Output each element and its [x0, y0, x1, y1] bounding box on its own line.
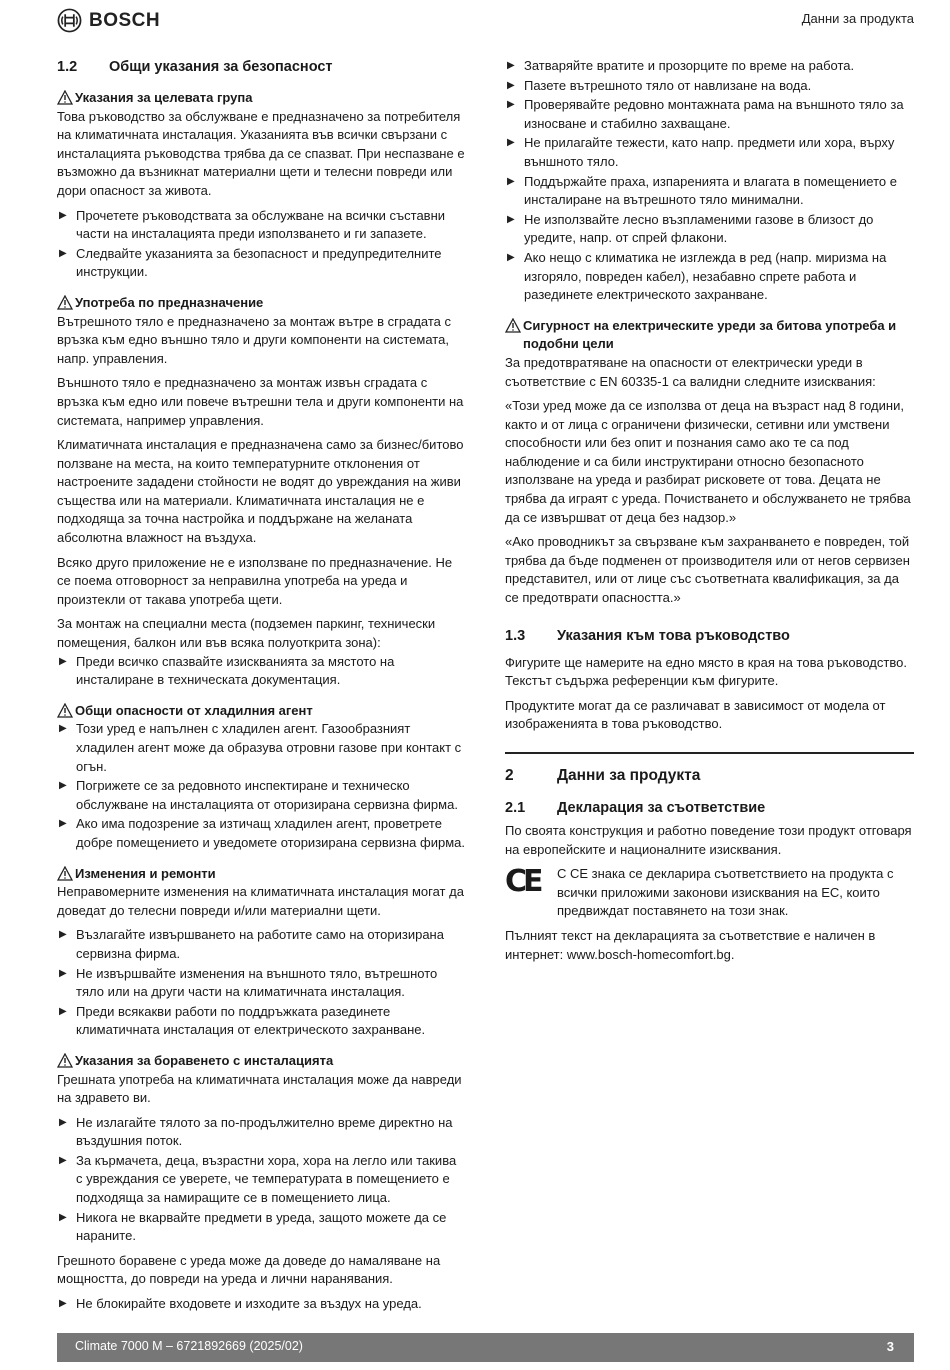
warning-triangle-icon: [57, 1053, 73, 1068]
bullet-list: [57, 653, 465, 690]
warning-title: Сигурност на електрическите уреди за битова употреба и подобни цели: [523, 317, 897, 352]
bullet-list: [57, 926, 465, 1040]
list-item: ▶ Преди всичко спазвайте изискванията за мястото на инсталиране в техническата документация.: [57, 653, 465, 690]
list-item: ▶ Не блокирайте входовете и изходите за въздух на уреда.: [57, 1295, 465, 1314]
list-item: ▶ Не прилагайте тежести, като напр. предмети или хора, върху външното тяло.: [505, 134, 914, 171]
section-title: Данни за продукта: [557, 767, 701, 784]
document-reference: Climate 7000 M – 6721892669 (2025/02): [75, 1339, 303, 1353]
list-item: ▶ Следвайте указанията за безопасност и предупредителните инструкции.: [57, 245, 465, 282]
warning-heading-intended-use: [57, 294, 465, 313]
warning-title: Указания за целевата група: [75, 90, 253, 105]
list-item: ▶ За кърмачета, деца, възрастни хора, хора на легло или такива с увреждания се уверете, че температурата в помещението е подходяща за намиращите се в помещението лица.: [57, 1152, 465, 1208]
warning-heading-changes: [57, 865, 465, 884]
list-item: ▶ Ако има подозрение за изтичащ хладилен агент, проветрете добре помещението и уведомете оторизирана сервизна фирма.: [57, 815, 465, 852]
bullet-list: [57, 1295, 465, 1314]
section-divider: [505, 752, 914, 754]
list-item: ▶ Проверявайте редовно монтажната рама на външното тяло за износване и стабилно захващане.: [505, 96, 914, 133]
page-header: [57, 8, 914, 36]
section-number: 1.2: [57, 59, 78, 75]
list-item: ▶ Затваряйте вратите и прозорците по време на работа.: [505, 57, 914, 76]
paragraph: Грешната употреба на климатичната инсталация може да навреди на здравето ви.: [57, 1071, 462, 1106]
warning-triangle-icon: [57, 295, 73, 310]
bullet-list: [57, 720, 465, 852]
warning-heading-refrigerant: [57, 702, 465, 721]
chapter-heading-2: [505, 766, 914, 786]
section-heading-1-3: [505, 626, 914, 646]
warning-title: Изменения и ремонти: [75, 865, 216, 881]
warning-triangle-icon: [57, 866, 73, 881]
paragraph: «Ако проводникът за свързване към захранването е повреден, той трябва да бъде подменен от производителя или от негов сервизен представител, или от лице със съответната квалификация, за да се предотврати опасността.»: [505, 534, 910, 606]
section-title: Общи указания за безопасност: [109, 59, 333, 75]
section-title: Указания към това ръководство: [557, 627, 790, 644]
section-number: 2: [505, 767, 514, 784]
right-column: [505, 57, 914, 970]
warning-triangle-icon: [57, 703, 73, 718]
paragraph: Климатичната инсталация е предназначена само за бизнес/битово ползване на места, на които температурните отклонения от настроените зададени стойности не водят до увреждания на живи същества или на материали. Климатичната инсталация не е подходяща за точна настройка и поддържане на желаната абсолютна влажност на въздуха.: [57, 437, 464, 546]
page-footer: [57, 1333, 914, 1362]
list-item: ▶ Никога не вкарвайте предмети в уреда, защото можете да се нараните.: [57, 1209, 465, 1246]
warning-triangle-icon: [505, 318, 521, 333]
paragraph: Всяко друго приложение не е използване по предназначение. Не се поема отговорност за неправилна употреба на уреда и произтекли от такава употреба щети.: [57, 554, 453, 607]
list-item: ▶ Пазете вътрешното тяло от навлизане на вода.: [505, 77, 914, 96]
warning-heading-target-group: [57, 89, 465, 108]
paragraph: За монтаж на специални места (подземен паркинг, технически помещения, балкон или във всяка полуоткрита зона):: [57, 616, 436, 651]
paragraph: Вътрешното тяло е предназначено за монтаж вътре в сградата с връзка към едно външно тяло и други компоненти на системата, напр. управления.: [57, 313, 452, 366]
page-number: 3: [886, 1339, 894, 1354]
paragraph: Фигурите ще намерите на едно място в края на това ръководство. Текстът съдържа референции към фигурите.: [505, 654, 907, 689]
warning-title: Указания за боравенето с инсталацията: [75, 1052, 334, 1068]
paragraph: Неправомерните изменения на климатичната инсталация могат да доведат до телесни повреди и/или материални щети.: [57, 884, 464, 918]
warning-title: Общи опасности от хладилния агент: [75, 702, 313, 718]
ce-text: С CE знака се декларира съответствието на продукта с всички приложими законови изисквания на ЕС, които предвиждат поставянето на този знак.: [557, 866, 894, 919]
list-item: ▶ Ако нещо с климатика не изглежда в ред (напр. миризма на изгоряло, повреден кабел), незабавно спрете работа и разединете електрическото захранване.: [505, 249, 914, 305]
list-item: ▶ Не излагайте тялото за по-продължително време директно на въздушния поток.: [57, 1114, 465, 1151]
running-header-title: Данни за продукта: [801, 11, 914, 26]
paragraph: Продуктите могат да се различават в зависимост от модела от изображенията в това ръководство.: [505, 697, 886, 732]
ce-mark-icon: CE: [505, 864, 540, 900]
left-column: [57, 57, 465, 1320]
paragraph: За предотвратяване на опасности от електрически уреди в съответствие с EN 60335-1 са валидни следните изисквания:: [505, 354, 876, 389]
bosch-logo: [57, 8, 160, 33]
paragraph: Грешното боравене с уреда може да доведе до намаляване на мощността, до повреди на уреда и лични наранявания.: [57, 1252, 441, 1287]
warning-heading-electrical: [505, 317, 914, 354]
section-number: 1.3: [505, 627, 526, 644]
section-title: Декларация за съответствие: [557, 800, 766, 816]
section-number: 2.1: [505, 800, 526, 816]
bosch-armature-icon: [57, 8, 82, 33]
list-item: ▶ Преди всякакви работи по поддръжката разединете климатичната инсталация от електрическото захранване.: [57, 1003, 465, 1040]
warning-heading-handling: [57, 1052, 465, 1071]
list-item: ▶ Не извършвайте изменения на външното тяло, вътрешното тяло или на други части на климатичната инсталация.: [57, 965, 465, 1002]
paragraph: По своята конструкция и работно поведение този продукт отговаря на европейските и националните изисквания.: [505, 823, 912, 857]
paragraph: «Този уред може да се използва от деца на възраст над 8 години, както и от лица с ограничени физически, сетивни или умствени способности или без опит и познания само ако те са под наблюдение и са били инструктирани относно безопасното използване на уреда и разбират рисковете от това. Децата не трябва да играят с уреда. Почистването и обслужването не трябва да се извършват от деца без надзор.»: [505, 398, 911, 525]
section-heading-1-2: [57, 57, 465, 77]
ce-declaration: [505, 865, 914, 921]
bullet-list: [57, 1114, 465, 1246]
list-item: ▶ Прочетете ръководствата за обслужване на всички съставни части на инсталацията преди използването и ги запазете.: [57, 207, 465, 244]
section-heading-2-1: [505, 798, 914, 818]
paragraph: Това ръководство за обслужване е предназначено за потребителя на климатичната инсталация. Указанията във всички свързани с инсталацията ръководства трябва да се спазват. При неспазване е възможно да възникнат материални щети и телесни повреди или дори опасност за живота.: [57, 108, 465, 198]
paragraph: Пълният текст на декларацията за съответствие е наличен в интернет: www.bosch-homecomfort.bg.: [505, 927, 876, 962]
list-item: ▶ Този уред е напълнен с хладилен агент. Газообразният хладилен агент може да образува отровни газове при контакт с огън.: [57, 720, 465, 776]
bullet-list: [505, 57, 914, 305]
bullet-list: [57, 207, 465, 282]
warning-triangle-icon: [57, 90, 73, 105]
warning-title: Употреба по предназначение: [75, 294, 264, 310]
list-item: ▶ Възлагайте извършването на работите само на оторизирана сервизна фирма.: [57, 926, 465, 963]
brand-name: BOSCH: [89, 9, 161, 31]
list-item: ▶ Погрижете се за редовното инспектиране и техническо обслужване на инсталацията от оторизирана сервизна фирма.: [57, 777, 465, 814]
list-item: ▶ Поддържайте праха, изпаренията и влагата в помещението е инсталиране на вътрешното тяло минимални.: [505, 173, 914, 210]
list-item: ▶ Не използвайте лесно възпламеними газове в близост до уредите, напр. от спрей флакони.: [505, 211, 914, 248]
paragraph: Външното тяло е предназначено за монтаж извън сградата с връзка към едно или повече вътрешни тела и други компоненти на системата, например управления.: [57, 375, 464, 428]
